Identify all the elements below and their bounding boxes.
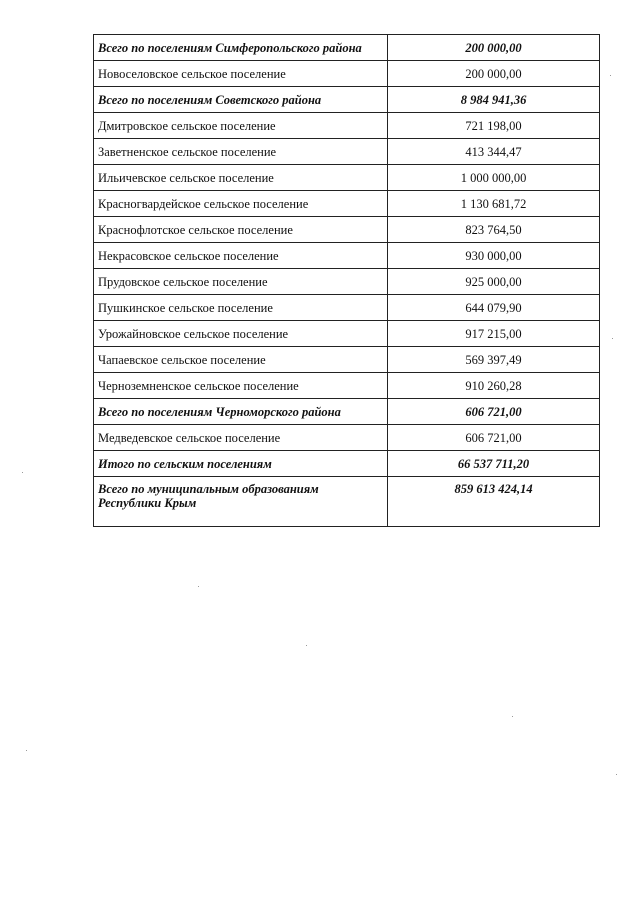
table-row — [94, 243, 600, 269]
table-row — [94, 347, 600, 373]
table-row — [94, 295, 600, 321]
row-name: Пушкинское сельское поселение — [94, 295, 388, 321]
table-row — [94, 87, 600, 113]
scan-speck — [612, 338, 613, 339]
row-name: Чапаевское сельское поселение — [94, 347, 388, 373]
row-amount: 721 198,00 — [388, 113, 600, 139]
scan-speck — [616, 774, 617, 775]
table-row — [94, 451, 600, 477]
row-name: Дмитровское сельское поселение — [94, 113, 388, 139]
row-amount: 606 721,00 — [388, 425, 600, 451]
table-row — [94, 61, 600, 87]
row-name: Итого по сельским поселениям — [94, 451, 388, 477]
row-name: Всего по муниципальным образованиям Республики Крым — [94, 477, 388, 527]
table-row — [94, 35, 600, 61]
row-amount: 66 537 711,20 — [388, 451, 600, 477]
row-name: Всего по поселениям Советского района — [94, 87, 388, 113]
row-amount: 200 000,00 — [388, 35, 600, 61]
row-amount: 1 000 000,00 — [388, 165, 600, 191]
table-row — [94, 113, 600, 139]
scan-speck — [306, 645, 307, 646]
scan-speck — [22, 472, 23, 473]
table-row — [94, 477, 600, 527]
row-name: Прудовское сельское поселение — [94, 269, 388, 295]
scan-speck — [26, 750, 27, 751]
scan-speck — [610, 75, 611, 76]
row-name: Краснофлотское сельское поселение — [94, 217, 388, 243]
budget-table — [93, 34, 600, 527]
row-amount: 8 984 941,36 — [388, 87, 600, 113]
row-amount: 823 764,50 — [388, 217, 600, 243]
table-row — [94, 269, 600, 295]
row-amount: 200 000,00 — [388, 61, 600, 87]
table-row — [94, 165, 600, 191]
row-name: Урожайновское сельское поселение — [94, 321, 388, 347]
row-amount: 413 344,47 — [388, 139, 600, 165]
row-amount: 644 079,90 — [388, 295, 600, 321]
row-name: Черноземненское сельское поселение — [94, 373, 388, 399]
table-row — [94, 217, 600, 243]
row-amount: 859 613 424,14 — [388, 477, 600, 527]
table-row — [94, 191, 600, 217]
table-row — [94, 425, 600, 451]
table-row — [94, 373, 600, 399]
row-amount: 930 000,00 — [388, 243, 600, 269]
row-name: Новоселовское сельское поселение — [94, 61, 388, 87]
table-row — [94, 399, 600, 425]
row-name: Красногвардейское сельское поселение — [94, 191, 388, 217]
row-name: Всего по поселениям Черноморского района — [94, 399, 388, 425]
row-amount: 1 130 681,72 — [388, 191, 600, 217]
scan-speck — [198, 586, 199, 587]
row-amount: 925 000,00 — [388, 269, 600, 295]
row-name: Всего по поселениям Симферопольского района — [94, 35, 388, 61]
table-row — [94, 321, 600, 347]
row-amount: 917 215,00 — [388, 321, 600, 347]
row-amount: 606 721,00 — [388, 399, 600, 425]
row-amount: 910 260,28 — [388, 373, 600, 399]
scan-speck — [512, 716, 513, 717]
row-amount: 569 397,49 — [388, 347, 600, 373]
row-name: Медведевское сельское поселение — [94, 425, 388, 451]
row-name: Заветненское сельское поселение — [94, 139, 388, 165]
row-name: Ильичевское сельское поселение — [94, 165, 388, 191]
table-row — [94, 139, 600, 165]
row-name: Некрасовское сельское поселение — [94, 243, 388, 269]
